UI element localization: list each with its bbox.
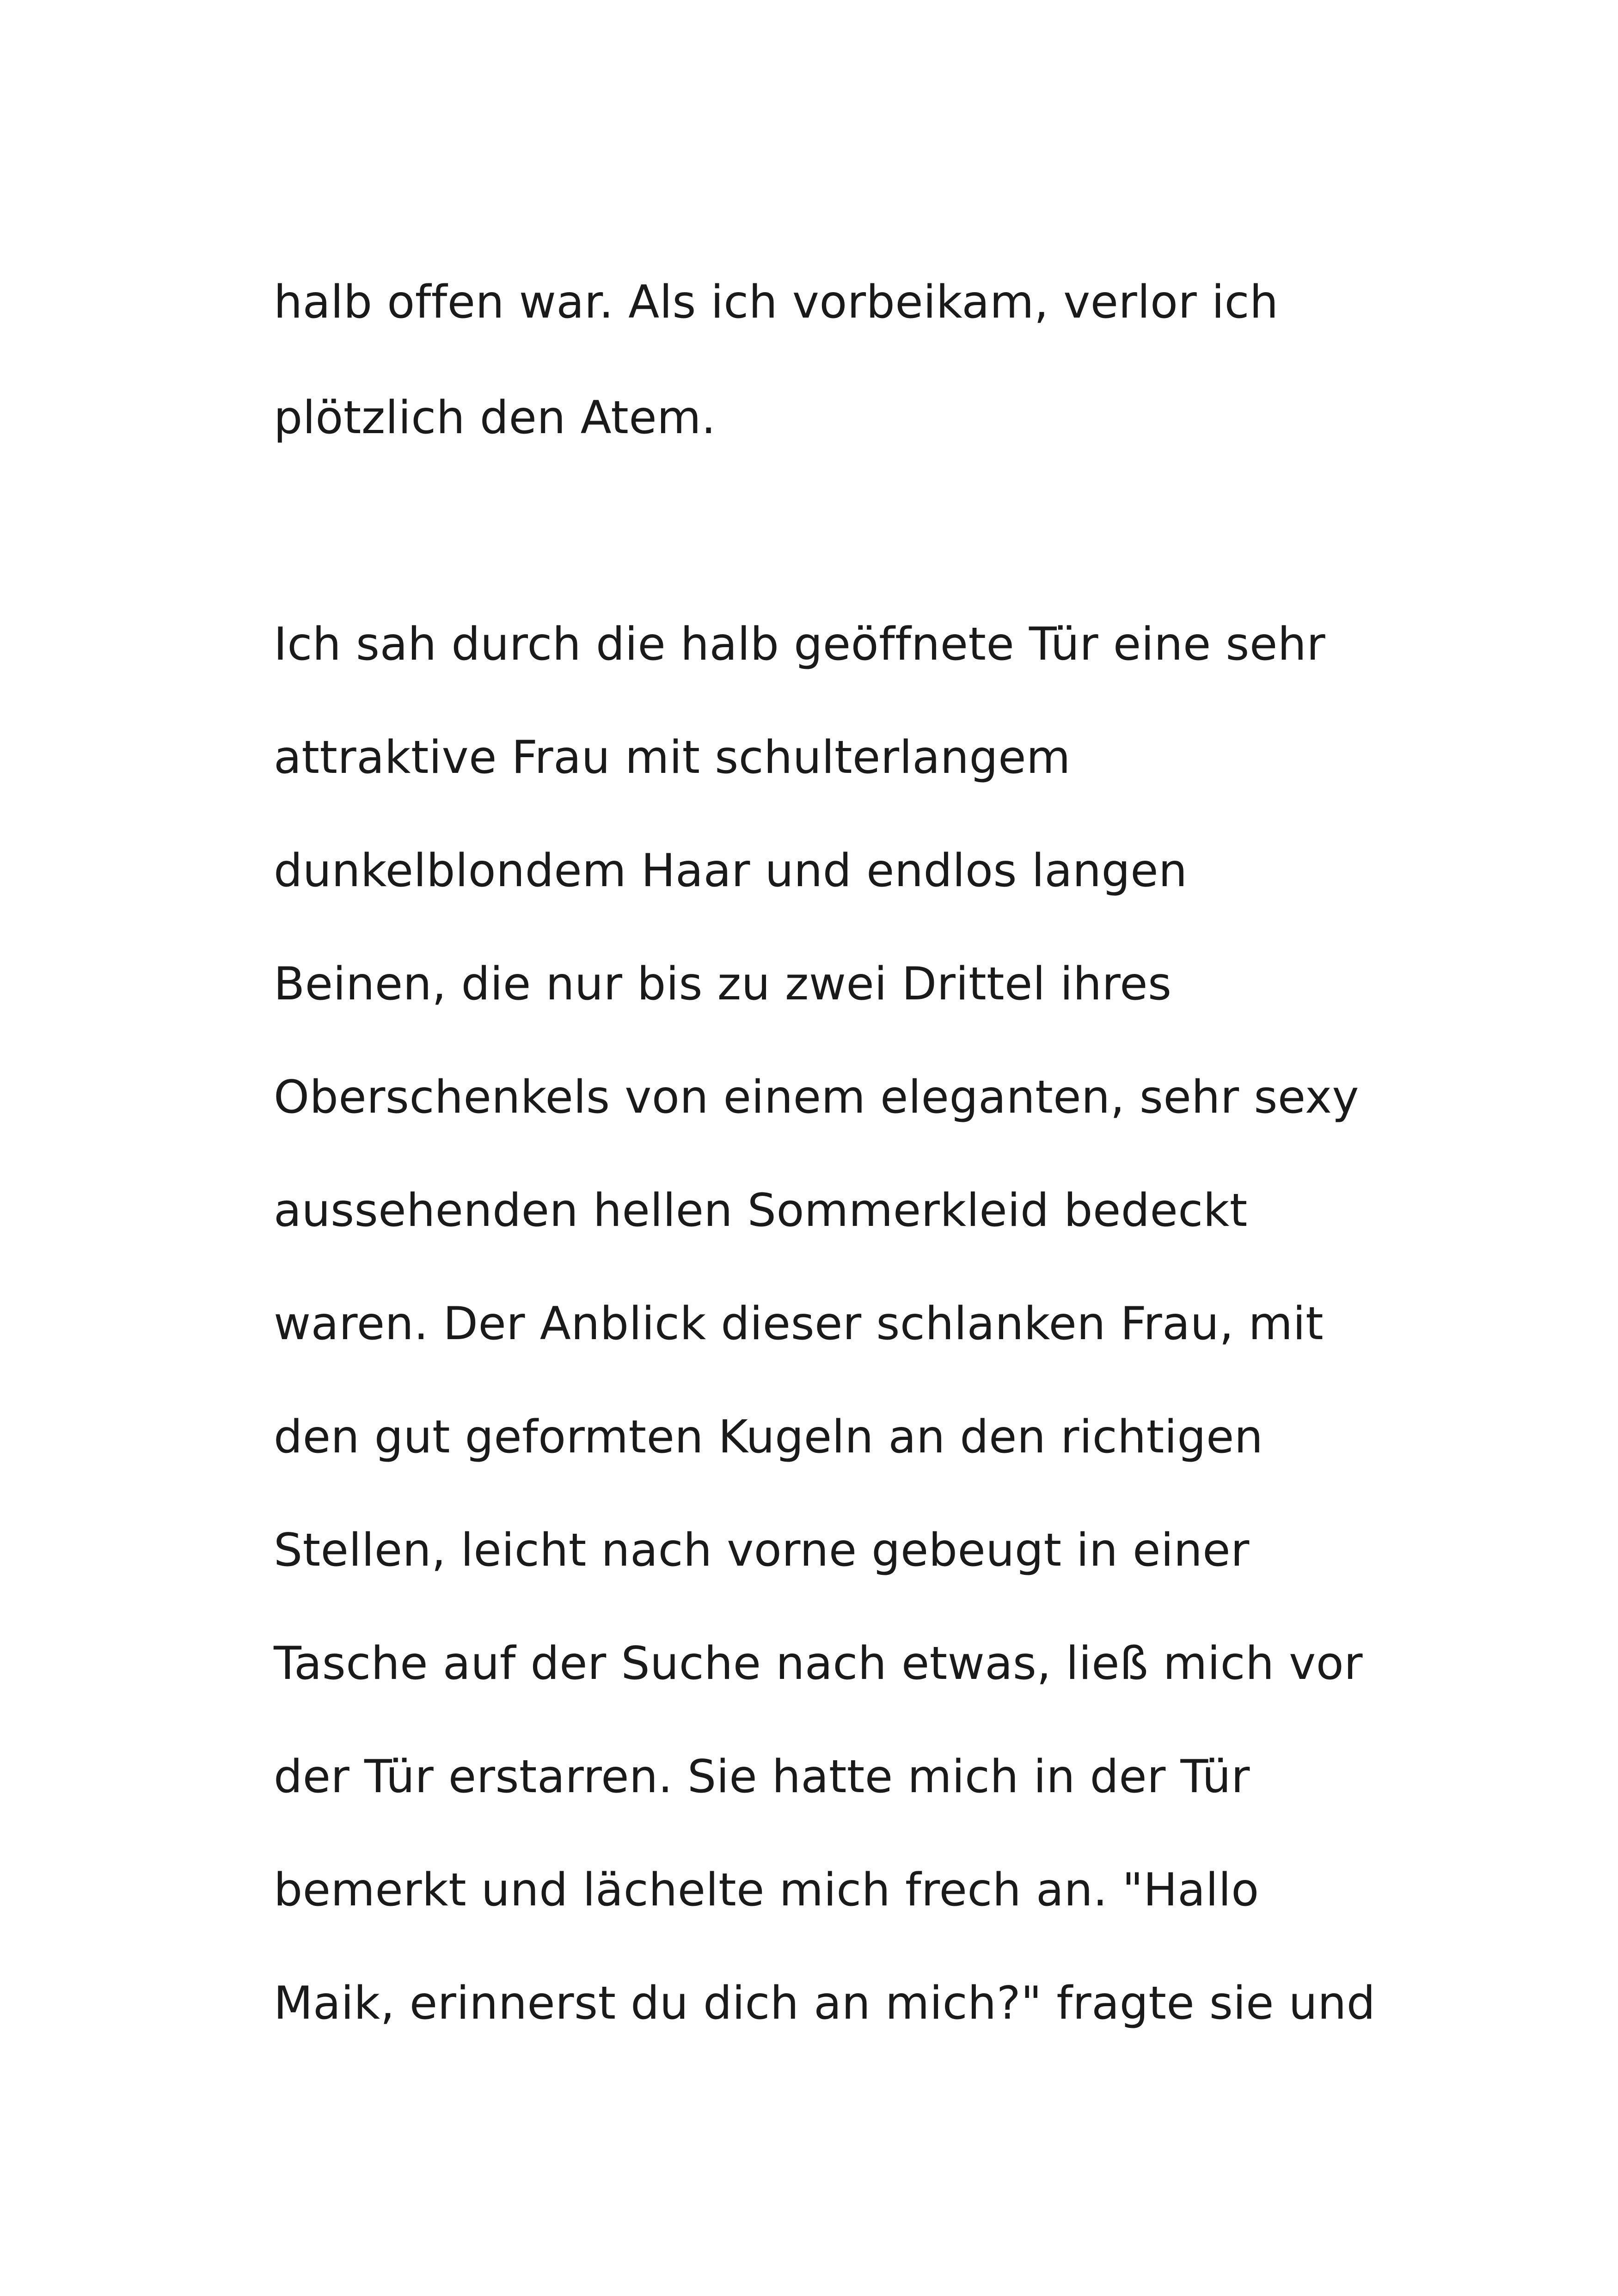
text-line: Beinen, die nur bis zu zwei Drittel ihres bbox=[274, 958, 1172, 1010]
text-line: waren. Der Anblick dieser schlanken Frau, mit bbox=[274, 1298, 1324, 1350]
text-line: der Tür erstarren. Sie hatte mich in der Tür bbox=[274, 1751, 1250, 1803]
text-line: attraktive Frau mit schulterlangem bbox=[274, 731, 1071, 784]
text-line: Oberschenkels von einem eleganten, sehr sexy bbox=[274, 1071, 1359, 1124]
text-line: Tasche auf der Suche nach etwas, ließ mich vor bbox=[274, 1637, 1363, 1690]
text-line: den gut geformten Kugeln an den richtigen bbox=[274, 1411, 1263, 1463]
text-line: Maik, erinnerst du dich an mich?" fragte sie und bbox=[274, 1977, 1376, 2030]
text-line: halb offen war. Als ich vorbeikam, verlor ich bbox=[274, 276, 1279, 329]
text-line: dunkelblondem Haar und endlos langen bbox=[274, 845, 1188, 897]
text-line: aussehenden hellen Sommerkleid bedeckt bbox=[274, 1184, 1248, 1237]
text-line: Stellen, leicht nach vorne gebeugt in einer bbox=[274, 1524, 1250, 1577]
text-line: bemerkt und lächelte mich frech an. "Hallo bbox=[274, 1864, 1259, 1916]
text-line: Ich sah durch die halb geöffnete Tür eine sehr bbox=[274, 618, 1326, 671]
text-line: plötzlich den Atem. bbox=[274, 392, 716, 444]
